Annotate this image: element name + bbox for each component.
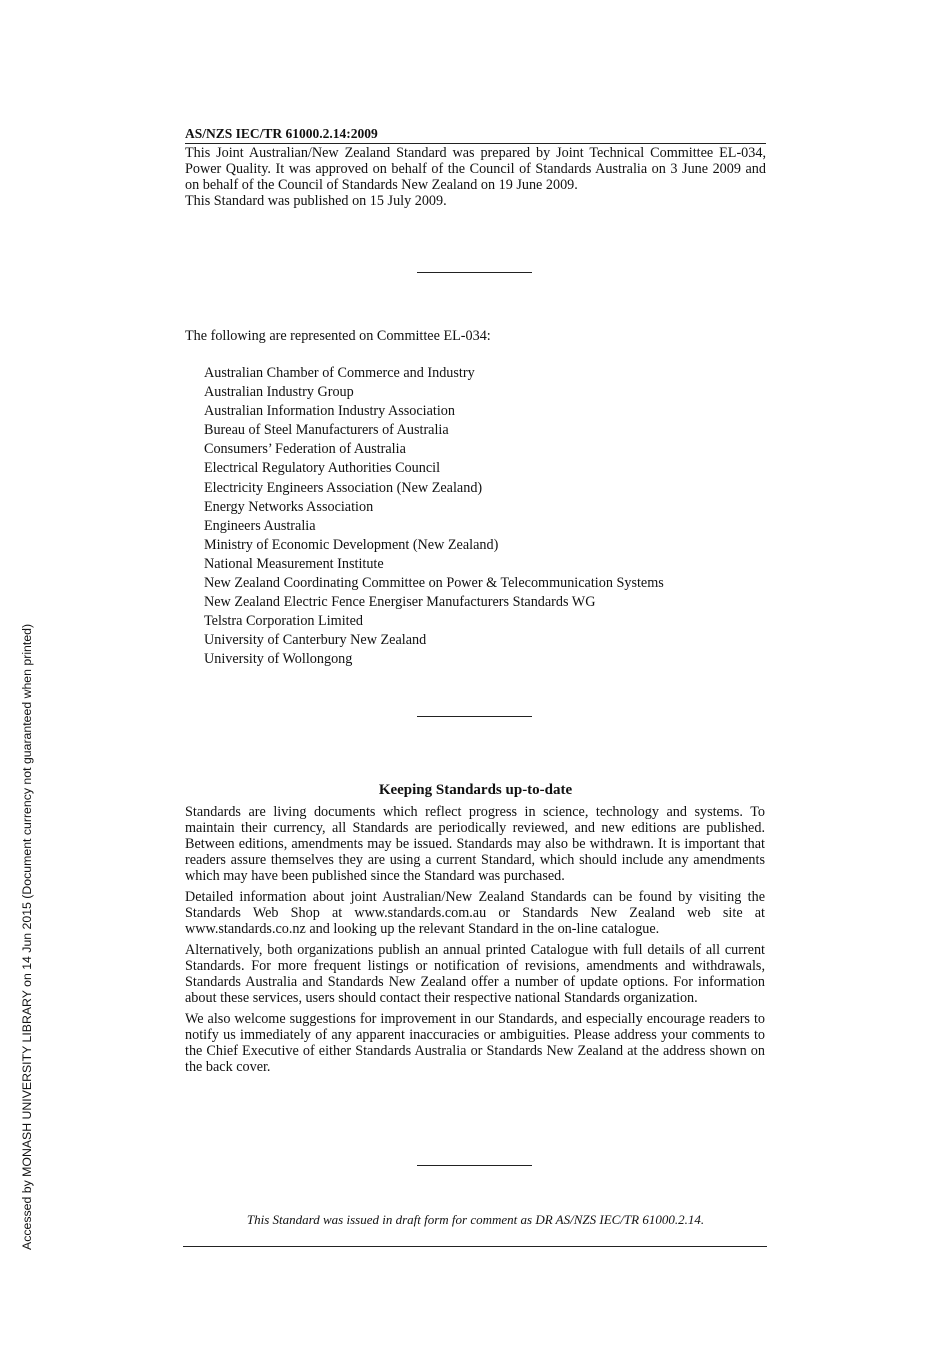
section-heading: Keeping Standards up-to-date [378,782,573,798]
keeping-standards-body [185,804,765,1080]
list-item: Telstra Corporation Limited [204,613,363,630]
section-divider [417,272,532,273]
draft-note: This Standard was issued in draft form for comment as DR AS/NZS IEC/TR 61000.2.14. [246,1212,705,1227]
list-item: Bureau of Steel Manufacturers of Australia [204,422,449,439]
list-item: Electrical Regulatory Authorities Council [204,460,441,477]
body-paragraph: Alternatively, both organizations publish an annual printed Catalogue with full details of all current Standards. For more frequent listings or notification of revisions, amendments and withdrawals, Standards Australia and Standards New Zealand offer a number of update options. For information about these services, users should contact their respective national Standards organization. [185,942,765,1006]
list-item: New Zealand Electric Fence Energiser Manufacturers Standards WG [204,594,596,611]
committee-intro: The following are represented on Committee EL-034: [185,328,491,344]
list-item: New Zealand Coordinating Committee on Power & Telecommunication Systems [204,575,664,592]
list-item: Energy Networks Association [204,498,374,515]
list-item: Ministry of Economic Development (New Zealand) [204,536,499,553]
body-paragraph: We also welcome suggestions for improvement in our Standards, and especially encourage readers to notify us immediately of any apparent inaccuracies or ambiguities. Please address your comments to the Chief Executive of either Standards Australia or Standards New Zealand at the address shown on the back cover. [185,1011,765,1075]
section-divider [417,1165,532,1166]
list-item: Electricity Engineers Association (New Zealand) [204,479,483,496]
preparation-paragraph: This Joint Australian/New Zealand Standard was prepared by Joint Technical Committee EL-034, Power Quality. It was approved on behalf of the Council of Standards Australia on 3 June 2009 and on behalf of the Council of Standards New Zealand on 19 June 2009. [185,145,766,193]
committee-member-list [204,364,664,670]
footer-rule [183,1246,767,1247]
list-item: Australian Industry Group [204,384,354,401]
list-item: Australian Information Industry Association [204,403,455,420]
preparation-statement [185,145,766,209]
list-item: Australian Chamber of Commerce and Industry [204,365,475,381]
body-paragraph: Detailed information about joint Australian/New Zealand Standards can be found by visiting the Standards Web Shop at www.standards.com.au or Standards New Zealand web site at www.standards.co.nz and looking up the relevant Standard in the on-line catalogue. [185,889,765,937]
access-watermark: Accessed by MONASH UNIVERSITY LIBRARY on 14 Jun 2015 (Document currency not guaranteed when printed) [20,623,34,1250]
list-item: University of Canterbury New Zealand [204,632,427,649]
publication-date-paragraph: This Standard was published on 15 July 2009. [185,193,447,209]
list-item: National Measurement Institute [204,555,384,572]
list-item: University of Wollongong [204,651,353,668]
list-item: Consumers’ Federation of Australia [204,441,406,458]
standard-number-heading: AS/NZS IEC/TR 61000.2.14:2009 [185,126,766,144]
list-item: Engineers Australia [204,517,316,534]
body-paragraph: Standards are living documents which reflect progress in science, technology and systems. To maintain their currency, all Standards are periodically reviewed, and new editions are published. Between editions, amendments may be issued. Standards may also be withdrawn. It is important that readers assure themselves they are using a current Standard, which should include any amendments which may have been published since the Standard was purchased. [185,804,765,884]
section-divider [417,716,532,717]
